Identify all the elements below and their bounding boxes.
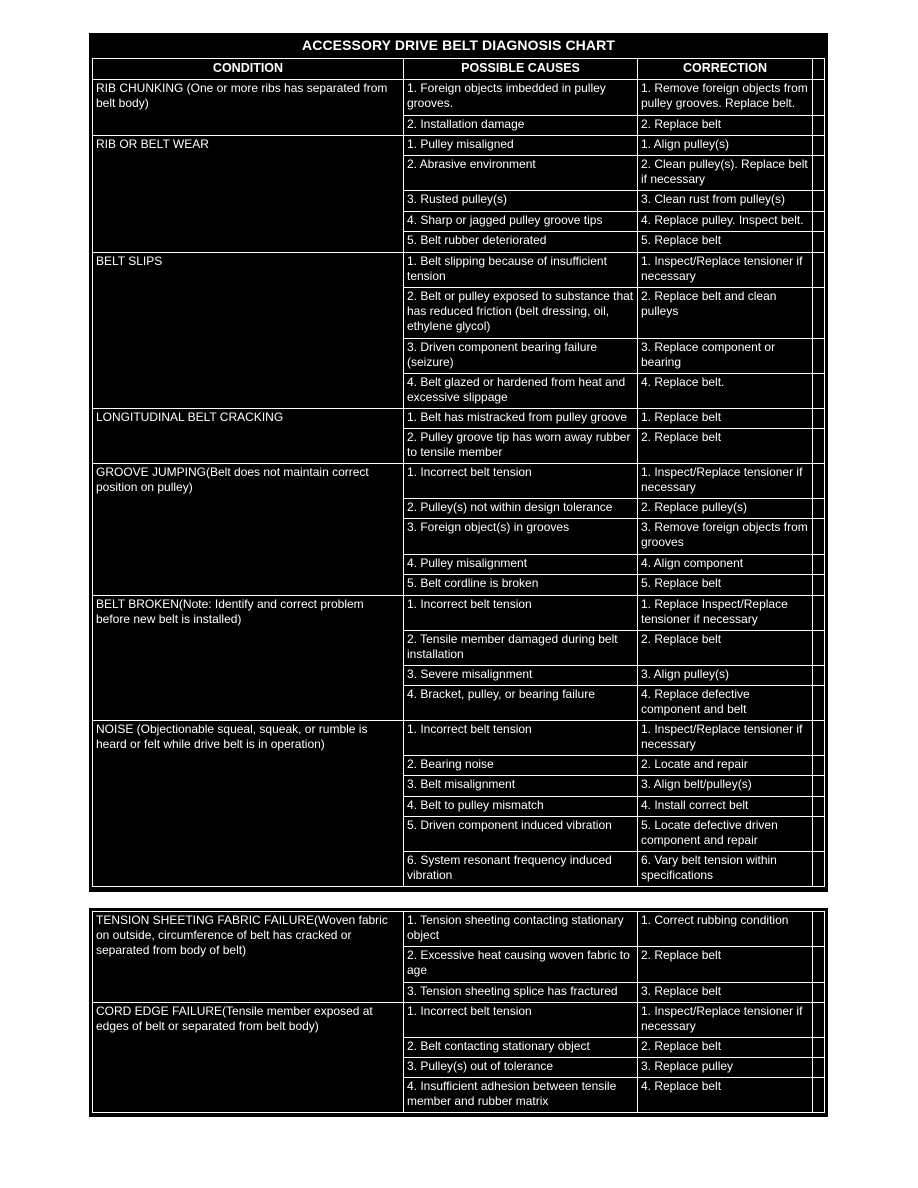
blank-cell [813,156,825,191]
cause-cell: 2. Tensile member damaged during belt installation [404,631,638,666]
blank-cell [813,116,825,136]
blank-cell [813,136,825,156]
correction-cell: 3. Align belt/pulley(s) [638,776,813,797]
cause-cell: 4. Sharp or jagged pulley groove tips [404,212,638,232]
blank-cell [813,409,825,429]
cause-cell: 1. Pulley misaligned [404,136,638,156]
condition-cell: GROOVE JUMPING(Belt does not maintain correct position on pulley) [93,464,404,596]
cause-cell: 1. Incorrect belt tension [404,721,638,756]
header-correction: CORRECTION [638,59,813,80]
blank-cell [813,756,825,776]
cause-cell: 3. Tension sheeting splice has fractured [404,983,638,1003]
condition-cell: CORD EDGE FAILURE(Tensile member exposed at edges of belt or separated from belt body) [93,1003,404,1113]
cause-cell: 2. Bearing noise [404,756,638,776]
diagnosis-chart-part-1 [89,33,828,892]
correction-cell: 2. Locate and repair [638,756,813,776]
header-condition: CONDITION [93,59,404,80]
cause-cell: 2. Pulley groove tip has worn away rubber to tensile member [404,429,638,464]
cause-cell: 2. Pulley(s) not within design tolerance [404,499,638,519]
correction-cell: 4. Replace pulley. Inspect belt. [638,212,813,232]
correction-cell: 1. Replace Inspect/Replace tensioner if necessary [638,596,813,631]
blank-cell [813,631,825,666]
table-row [93,80,825,116]
correction-cell: 1. Inspect/Replace tensioner if necessary [638,721,813,756]
cause-cell: 4. Bracket, pulley, or bearing failure [404,686,638,721]
cause-cell: 2. Abrasive environment [404,156,638,191]
table-row [93,721,825,756]
cause-cell: 3. Driven component bearing failure (seizure) [404,339,638,374]
blank-cell [813,1058,825,1078]
correction-cell: 2. Replace belt [638,429,813,464]
blank-cell [813,232,825,253]
blank-cell [813,817,825,852]
cause-cell: 4. Insufficient adhesion between tensile member and rubber matrix [404,1078,638,1113]
correction-cell: 4. Install correct belt [638,797,813,817]
table-header-row [93,59,825,80]
blank-cell [813,1078,825,1113]
header-blank-cell [813,59,825,80]
header-possible-causes: POSSIBLE CAUSES [404,59,638,80]
blank-cell [813,912,825,947]
cause-cell: 1. Foreign objects imbedded in pulley grooves. [404,80,638,116]
table-body-2 [93,912,825,1113]
correction-cell: 2. Replace belt [638,631,813,666]
condition-cell: BELT SLIPS [93,253,404,409]
blank-cell [813,947,825,983]
correction-cell: 1. Inspect/Replace tensioner if necessary [638,1003,813,1038]
cause-cell: 1. Belt slipping because of insufficient tension [404,253,638,288]
cause-cell: 6. System resonant frequency induced vibration [404,852,638,887]
cause-cell: 1. Belt has mistracked from pulley groove [404,409,638,429]
condition-cell: BELT BROKEN(Note: Identify and correct problem before new belt is installed) [93,596,404,721]
correction-cell: 1. Inspect/Replace tensioner if necessary [638,464,813,499]
blank-cell [813,339,825,374]
correction-cell: 1. Remove foreign objects from pulley grooves. Replace belt. [638,80,813,116]
table-row [93,912,825,947]
diagnosis-chart-part-2 [89,908,828,1117]
blank-cell [813,374,825,409]
blank-cell [813,499,825,519]
correction-cell: 1. Replace belt [638,409,813,429]
condition-cell: RIB CHUNKING (One or more ribs has separated from belt body) [93,80,404,136]
correction-cell: 4. Replace defective component and belt [638,686,813,721]
chart-title: ACCESSORY DRIVE BELT DIAGNOSIS CHART [302,37,615,53]
blank-cell [813,555,825,575]
correction-cell: 3. Align pulley(s) [638,666,813,686]
blank-cell [813,191,825,212]
correction-cell: 1. Align pulley(s) [638,136,813,156]
cause-cell: 3. Belt misalignment [404,776,638,797]
correction-cell: 4. Replace belt. [638,374,813,409]
blank-cell [813,288,825,339]
correction-cell: 2. Replace pulley(s) [638,499,813,519]
blank-cell [813,212,825,232]
cause-cell: 3. Severe misalignment [404,666,638,686]
correction-cell: 3. Remove foreign objects from grooves [638,519,813,555]
correction-cell: 3. Replace belt [638,983,813,1003]
table-body-1 [93,80,825,887]
cause-cell: 5. Driven component induced vibration [404,817,638,852]
cause-cell: 2. Installation damage [404,116,638,136]
cause-cell: 2. Belt or pulley exposed to substance that has reduced friction (belt dressing, oil, ethylene glycol) [404,288,638,339]
blank-cell [813,852,825,887]
table-row [93,1003,825,1038]
cause-cell: 5. Belt cordline is broken [404,575,638,596]
blank-cell [813,429,825,464]
correction-cell: 5. Replace belt [638,232,813,253]
cause-cell: 5. Belt rubber deteriorated [404,232,638,253]
condition-cell: RIB OR BELT WEAR [93,136,404,253]
cause-cell: 3. Foreign object(s) in grooves [404,519,638,555]
condition-cell: TENSION SHEETING FABRIC FAILURE(Woven fabric on outside, circumference of belt has cracked or separated from body of belt) [93,912,404,1003]
correction-cell: 5. Replace belt [638,575,813,596]
cause-cell: 1. Incorrect belt tension [404,1003,638,1038]
cause-cell: 1. Tension sheeting contacting stationary object [404,912,638,947]
cause-cell: 3. Pulley(s) out of tolerance [404,1058,638,1078]
blank-cell [813,776,825,797]
cause-cell: 1. Incorrect belt tension [404,596,638,631]
blank-cell [813,1003,825,1038]
table-row [93,136,825,156]
correction-cell: 2. Replace belt [638,1038,813,1058]
blank-cell [813,575,825,596]
correction-cell: 2. Replace belt [638,116,813,136]
cause-cell: 3. Rusted pulley(s) [404,191,638,212]
blank-cell [813,983,825,1003]
correction-cell: 3. Replace pulley [638,1058,813,1078]
blank-cell [813,721,825,756]
blank-cell [813,1038,825,1058]
blank-cell [813,686,825,721]
blank-cell [813,80,825,116]
correction-cell: 4. Align component [638,555,813,575]
table-row [93,409,825,429]
blank-cell [813,464,825,499]
diagnosis-table-1 [92,58,825,887]
correction-cell: 2. Replace belt [638,947,813,983]
blank-cell [813,797,825,817]
table-row [93,596,825,631]
blank-cell [813,596,825,631]
cause-cell: 4. Belt glazed or hardened from heat and excessive slippage [404,374,638,409]
cause-cell: 4. Belt to pulley mismatch [404,797,638,817]
cause-cell: 2. Belt contacting stationary object [404,1038,638,1058]
table-row [93,253,825,288]
cause-cell: 2. Excessive heat causing woven fabric to age [404,947,638,983]
correction-cell: 2. Replace belt and clean pulleys [638,288,813,339]
table-row [93,464,825,499]
correction-cell: 2. Clean pulley(s). Replace belt if necessary [638,156,813,191]
correction-cell: 3. Clean rust from pulley(s) [638,191,813,212]
cause-cell: 1. Incorrect belt tension [404,464,638,499]
condition-cell: LONGITUDINAL BELT CRACKING [93,409,404,464]
blank-cell [813,253,825,288]
correction-cell: 4. Replace belt [638,1078,813,1113]
correction-cell: 1. Inspect/Replace tensioner if necessary [638,253,813,288]
correction-cell: 1. Correct rubbing condition [638,912,813,947]
cause-cell: 4. Pulley misalignment [404,555,638,575]
blank-cell [813,519,825,555]
diagnosis-table-2 [92,911,825,1113]
correction-cell: 6. Vary belt tension within specifications [638,852,813,887]
correction-cell: 5. Locate defective driven component and repair [638,817,813,852]
blank-cell [813,666,825,686]
correction-cell: 3. Replace component or bearing [638,339,813,374]
condition-cell: NOISE (Objectionable squeal, squeak, or rumble is heard or felt while drive belt is in operation) [93,721,404,887]
